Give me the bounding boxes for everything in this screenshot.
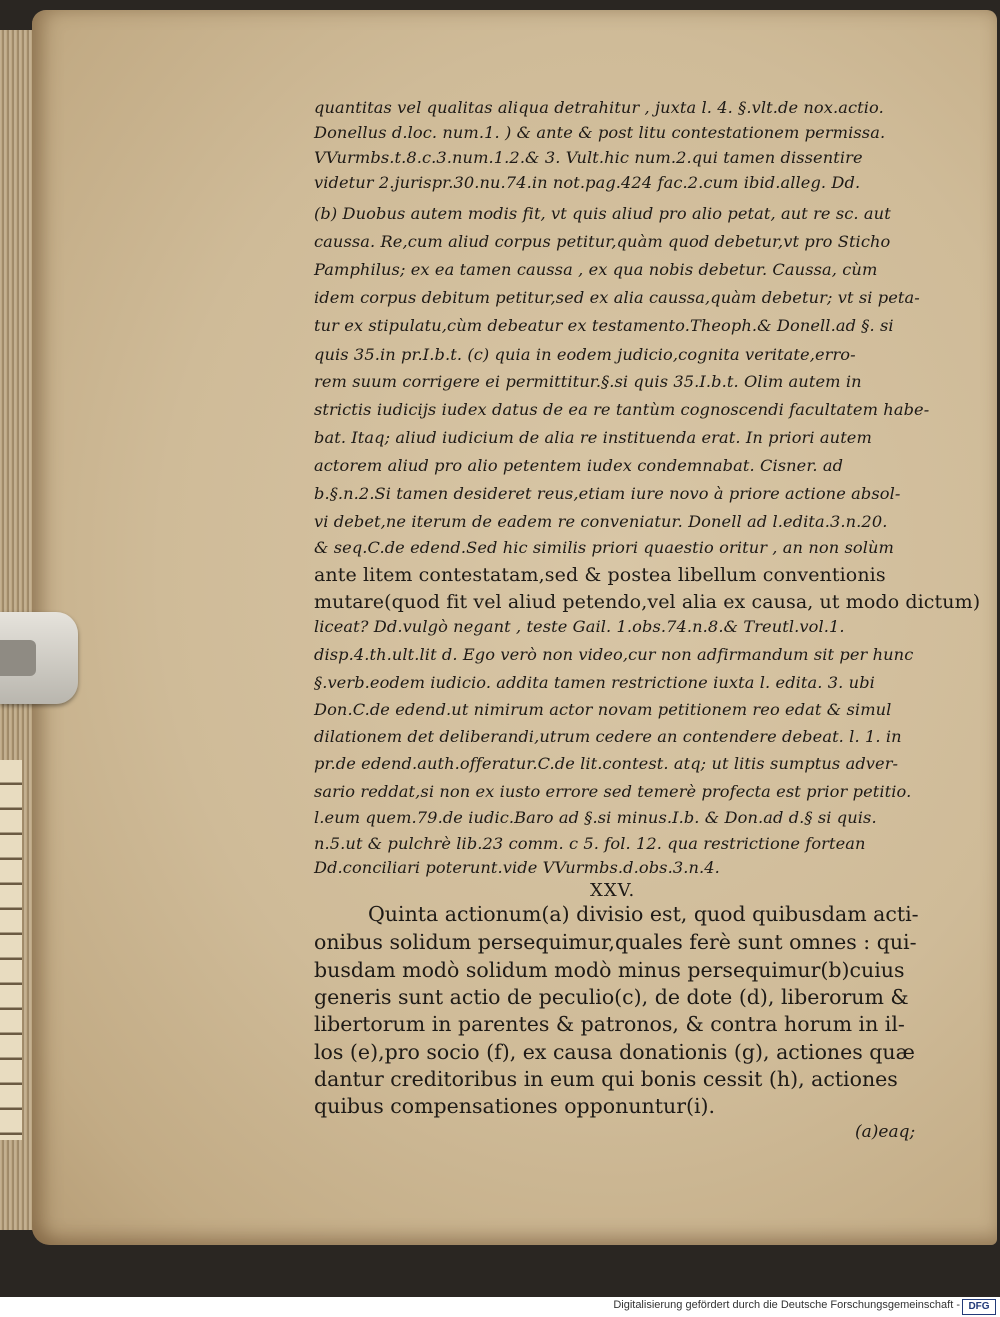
body-line: onibus solidum persequimur,quales ferè sunt omnes : qui-: [314, 930, 917, 954]
footnote-line: vi debet,ne iterum de eadem re conveniatur. Donell ad l.edita.3.n.20.: [314, 512, 888, 531]
footnote-line: ante litem contestatam,sed & postea libellum conventionis: [314, 564, 886, 586]
body-line: Quinta actionum(a) divisio est, quod quibusdam acti-: [368, 902, 919, 926]
page-clip-bar: [0, 640, 36, 676]
body-line: los (e),pro socio (f), ex causa donationis (g), actiones quæ: [314, 1040, 915, 1064]
footnote-line: Dd.conciliari poterunt.vide VVurmbs.d.obs.3.n.4.: [314, 858, 720, 877]
footnote-line: l.eum quem.79.de iudic.Baro ad §.si minus.I.b. & Don.ad d.§ si quis.: [314, 808, 877, 827]
footer-credit: Digitalisierung gefördert durch die Deutsche Forschungsgemeinschaft -: [613, 1299, 960, 1311]
body-line: dantur creditoribus in eum qui bonis cessit (h), actiones: [314, 1067, 898, 1091]
footnote-line: quantitas vel qualitas aliqua detrahitur , juxta l. 4. §.vlt.de nox.actio.: [314, 98, 884, 117]
footnote-line: mutare(quod fit vel aliud petendo,vel alia ex causa, ut modo dictum): [314, 591, 981, 613]
footnote-line: Donellus d.loc. num.1. ) & ante & post litu contestationem permissa.: [314, 123, 886, 142]
footnote-line: Pamphilus; ex ea tamen caussa , ex qua nobis debetur. Caussa, cùm: [314, 260, 878, 279]
dfg-logo-icon: DFG: [962, 1299, 996, 1315]
catchword: (a)eaq;: [855, 1122, 916, 1142]
footnote-line: b.§.n.2.Si tamen desideret reus,etiam iure novo à priore actione absol-: [314, 484, 901, 503]
footnote-line: VVurmbs.t.8.c.3.num.1.2.& 3. Vult.hic num.2.qui tamen dissentire: [314, 148, 863, 167]
body-line: libertorum in parentes & patronos, & contra horum in il-: [314, 1012, 905, 1036]
footnote-line: disp.4.th.ult.lit d. Ego verò non video,cur non adfirmandum sit per hunc: [314, 645, 914, 664]
footnote-line: quis 35.in pr.I.b.t. (c) quia in eodem judicio,cognita veritate,erro-: [314, 345, 856, 364]
footnote-line: videtur 2.jurispr.30.nu.74.in not.pag.424 fac.2.cum ibid.alleg. Dd.: [314, 173, 861, 192]
footnote-line: sario reddat,si non ex iusto errore sed temerè profecta est prior petitio.: [314, 782, 912, 801]
body-line: quibus compensationes opponuntur(i).: [314, 1094, 716, 1118]
footnote-line: (b) Duobus autem modis fit, vt quis aliud pro alio petat, aut re sc. aut: [314, 204, 891, 223]
footnote-line: caussa. Re,cum aliud corpus petitur,quàm quod debetur,vt pro Sticho: [314, 232, 891, 251]
footer-bar: [0, 1297, 1000, 1317]
body-line: generis sunt actio de peculio(c), de dote (d), liberorum &: [314, 985, 909, 1009]
footnote-line: §.verb.eodem iudicio. addita tamen restrictione iuxta l. edita. 3. ubi: [314, 673, 875, 692]
footnote-line: liceat? Dd.vulgò negant , teste Gail. 1.obs.74.n.8.& Treutl.vol.1.: [314, 617, 845, 636]
footnote-line: idem corpus debitum petitur,sed ex alia caussa,quàm debetur; vt si peta-: [314, 288, 920, 307]
footnote-line: n.5.ut & pulchrè lib.23 comm. c 5. fol. 12. qua restrictione fortean: [314, 834, 866, 853]
footnote-line: & seq.C.de edend.Sed hic similis priori quaestio oritur , an non solùm: [314, 538, 894, 557]
footnote-line: bat. Itaq; aliud iudicium de alia re instituenda erat. In priori autem: [314, 428, 872, 447]
footnote-line: pr.de edend.auth.offeratur.C.de lit.contest. atq; ut litis sumptus adver-: [314, 754, 899, 773]
footnote-line: actorem aliud pro alio petentem iudex condemnabat. Cisner. ad: [314, 456, 844, 475]
index-tabs: [0, 760, 22, 1140]
footnote-line: strictis iudicijs iudex datus de ea re tantùm cognoscendi facultatem habe-: [314, 400, 930, 419]
body-line: busdam modò solidum modò minus persequimur(b)cuius: [314, 958, 905, 982]
footnote-line: dilationem det deliberandi,utrum cedere an contendere debeat. l. 1. in: [314, 727, 902, 746]
footnote-line: rem suum corrigere ei permittitur.§.si quis 35.I.b.t. Olim autem in: [314, 372, 862, 391]
footnote-line: Don.C.de edend.ut nimirum actor novam petitionem reo edat & simul: [314, 700, 892, 719]
section-heading: XXV.: [590, 880, 636, 901]
footnote-line: tur ex stipulatu,cùm debeatur ex testamento.Theoph.& Donell.ad §. si: [314, 316, 894, 335]
